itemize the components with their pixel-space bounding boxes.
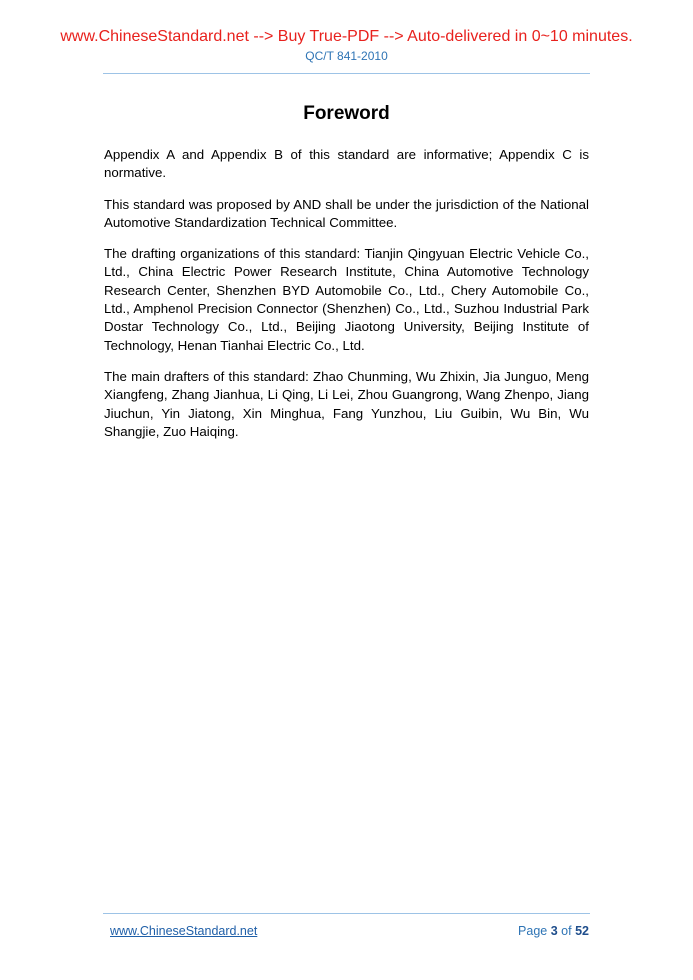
page-of-label: of — [561, 924, 572, 938]
footer-divider — [103, 913, 590, 914]
footer-site-link[interactable]: www.ChineseStandard.net — [110, 924, 258, 938]
header-divider — [103, 73, 590, 74]
paragraph-main-drafters: The main drafters of this standard: Zhao Chunming, Wu Zhixin, Jia Junguo, Meng Xiangfeng, Zhang Jianhua, Li Qing, Li Lei, Zhou Guangrong, Wang Zhenpo, Jiang Jiuchun, Yin Jiatong, Xin Minghua, Fang Yunzhou, Liu Guibin, Wu Bin, Wu Shangjie, Zuo Haiqing. — [104, 368, 589, 439]
paragraph-jurisdiction: This standard was proposed by AND shall be under the jurisdiction of the National Automotive Standardization Technical Committee. — [104, 196, 589, 230]
foreword-body — [104, 146, 589, 454]
promo-banner-link[interactable]: www.ChineseStandard.net --> Buy True-PDF --> Auto-delivered in 0~10 minutes. — [60, 28, 633, 45]
paragraph-drafting-organizations: The drafting organizations of this standard: Tianjin Qingyuan Electric Vehicle Co., Ltd., China Electric Power Research Institute, China Automotive Technology Research Center, Shenzhen BYD Automobile Co., Ltd., Chery Automobile Co., Ltd., Amphenol Precision Connector (Shenzhen) Co., Ltd., Suzhou Industrial Park Dostar Technology Co., Ltd., Beijing Jiaotong University, Beijing Institute of Technology, Henan Tianhai Electric Co., Ltd. — [104, 246, 589, 353]
document-code: QC/T 841-2010 — [305, 49, 388, 63]
current-page-number: 3 — [550, 924, 558, 938]
page-indicator — [518, 923, 589, 939]
page-label: Page — [518, 924, 548, 938]
total-pages-number: 52 — [575, 924, 589, 938]
page-title: Foreword — [303, 103, 390, 124]
paragraph-appendix-note: Appendix A and Appendix B of this standard are informative; Appendix C is normative. — [104, 147, 589, 181]
